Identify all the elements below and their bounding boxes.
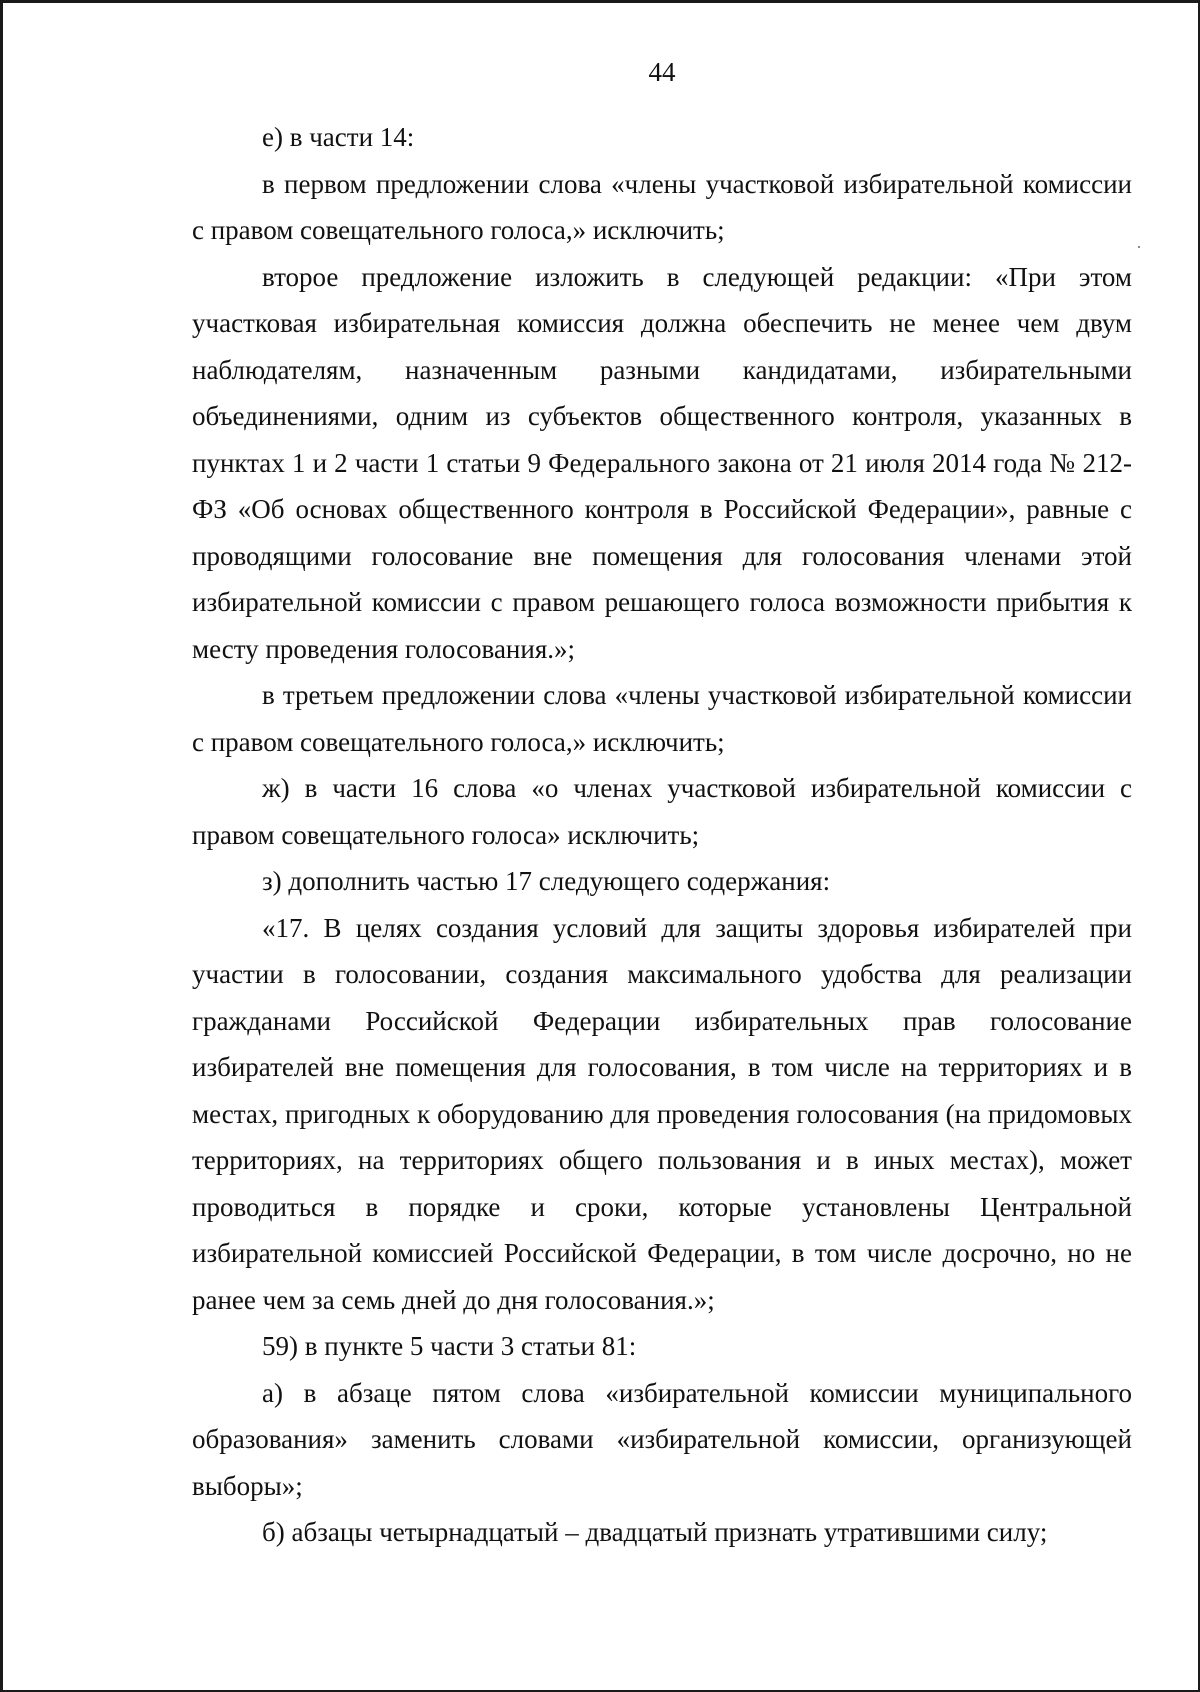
- paragraph-b-abzacs: б) абзацы четырнадцатый – двадцатый признать утратившими силу;: [262, 1517, 1048, 1547]
- paragraph-second-sentence: второе предложение изложить в следующей редакции: «При этом участковая избирательная комиссия должна обеспечить не менее чем двум наблюдателям, назначенным разными кандидатами, избирательными объединениями, одним из субъектов общественного контроля, указанных в пунктах 1 и 2 части 1 статьи 9 Федерального закона от 21 июля 2014 года № 212-ФЗ «Об основах общественного контроля в Российской Федерации», равные с проводящими голосование вне помещения для голосования членами этой избирательной комиссии с правом решающего голоса возможности прибытия к месту проведения голосования.»;: [192, 261, 1132, 664]
- page-number: 44: [648, 57, 676, 87]
- paragraph-zh-part-16: ж) в части 16 слова «о членах участковой избирательной комиссии с правом совещательного голоса» исключить;: [192, 773, 1132, 850]
- paragraph-z-part-17: з) дополнить частью 17 следующего содержания:: [262, 866, 831, 896]
- paragraph-item-59: 59) в пункте 5 части 3 статьи 81:: [262, 1331, 637, 1361]
- paragraph-part-17-text: «17. В целях создания условий для защиты здоровья избирателей при участии в голосовании, создания максимального удобства для реализации гражданами Российской Федерации избирательных прав голосование избирателей вне помещения для голосования, в том числе на территориях и в местах, пригодных к оборудованию для проведения голосования (на придомовых территориях, на территориях общего пользования и в иных местах), может проводиться в порядке и сроки, которые установлены Центральной избирательной комиссией Российской Федерации, в том числе досрочно, но не ранее чем за семь дней до дня голосования.»;: [192, 912, 1132, 1315]
- paragraph-a-fifth-abzac: а) в абзаце пятом слова «избирательной комиссии муниципального образования» заменить словами «избирательной комиссии, организующей выборы»;: [192, 1377, 1132, 1501]
- paragraph-first-sentence: в первом предложении слова «члены участковой избирательной комиссии с правом совещательного голоса,» исключить;: [192, 168, 1132, 245]
- scan-speck: [1138, 246, 1140, 248]
- paragraph-e-part-14: е) в части 14:: [262, 122, 415, 152]
- paragraph-third-sentence: в третьем предложении слова «члены участковой избирательной комиссии с правом совещательного голоса,» исключить;: [192, 680, 1132, 757]
- document-page: [192, 52, 1132, 1556]
